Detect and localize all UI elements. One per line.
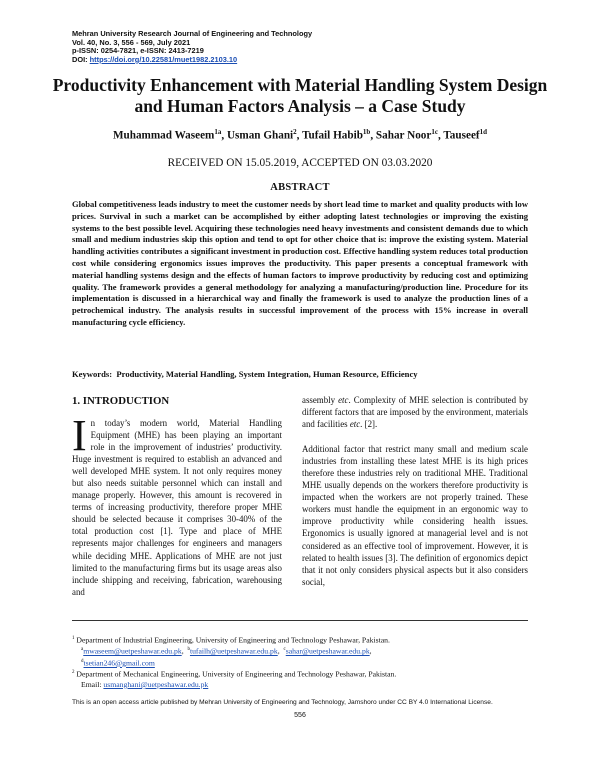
author: Sahar Noor <box>375 129 432 142</box>
author: Tufail Habib <box>302 129 363 142</box>
left-column <box>72 411 282 598</box>
email-marker: c <box>283 647 286 653</box>
text-run: etc <box>338 395 349 405</box>
footnote-text: Department of Mechanical Engineering, University of Engineering and Technology Peshawar, Pakistan. <box>74 669 397 679</box>
paper-title: Productivity Enhancement with Material Handling System Design and Human Factors Analysis – a Case Study <box>52 75 548 116</box>
text-run: etc <box>349 419 361 430</box>
author: Tauseef <box>443 129 480 142</box>
footnote-2 <box>72 668 532 679</box>
footnote-divider <box>72 620 528 621</box>
author: Usman Ghani <box>226 129 294 142</box>
received-date: RECEIVED ON 15.05.2019, ACCEPTED ON 03.03.2020 <box>167 157 433 169</box>
abstract-heading: ABSTRACT <box>270 182 330 193</box>
body-paragraph <box>302 394 528 430</box>
text-run: . Complexity of MHE selection is contributed by different factors that are imposed by the environment, materials and facilities <box>302 395 529 430</box>
abstract-text: Global competitiveness leads industry to meet the customer needs by short lead time to market and quality products with low prices. Survival in such a market can be accomplished by either adopting latest technologies or improving the existing systems to the best possible level. Acquiring these technologies need heavy investments and consistent demands due to which small and medium industries skip this option and tend to opt for other choice that is: improve the existing system. Material handling activities contributes a significant investment in production cost. Effective handling system reduces total production cost while considering ergonomics issues improves the productivity. This paper presents a conceptual framework with material handling systems design and the effects of human factors to improve productivity by reducing cost and optimizing quality. The framework provides a general methodology for analyzing a manufacturing/production line. Procedure for its implementation is discussed in a hierarchical way and finally the framework is used to analyze the production lines of a petrochemical industry. The analysis results in successful improvement of the process with 15% increase in overall manufacturing cycle efficiency. <box>72 199 528 327</box>
intro-paragraph <box>72 411 282 598</box>
email-marker: b <box>187 647 190 653</box>
author-affiliation: 1b <box>362 128 371 136</box>
footnote-marker: 1 <box>72 636 75 641</box>
email-link[interactable]: sahar@uetpeshawar.edu.pk <box>285 647 370 657</box>
journal-doi <box>72 56 312 65</box>
email-label: Email: <box>81 679 104 689</box>
email-link[interactable]: usmanghani@uetpeshawar.edu.pk <box>103 679 209 689</box>
email-link[interactable]: tsetian246@gmail.com <box>83 658 155 668</box>
footnote-text: Department of Industrial Engineering, University of Engineering and Technology Peshawar, Pakistan. <box>74 635 390 645</box>
footnote-emails <box>72 657 532 668</box>
journal-name: Mehran University Research Journal of Engineering and Technology <box>72 29 313 38</box>
footnote-1 <box>72 634 532 645</box>
doi-label: DOI: <box>72 54 90 64</box>
author: Muhammad Waseem <box>112 129 215 142</box>
intro-text: n today’s modern world, Material Handling Equipment (MHE) has been playing an important role in the improvement of industries’ productivity. Huge investment is required to establish an advanced and well developed MHE system. It not only requires money but also needs suitable personnel which can install and manage properly. However, this amount is recovered in terms of increasing productivity, therefore proper MHE should be selected because it comprises 30-40% of the total production cost [1]. Type and place of MHE represents major challenges for engineers and managers while deciding MHE. Applications of MHE are not just limited to the manufacturing firms but its usage areas also include shipping and receiving, fabrication, warehousing and <box>72 418 282 597</box>
keywords-label: Keywords: <box>72 369 113 379</box>
footnote-marker: 2 <box>72 670 75 676</box>
footnote-emails: $^a$mwaseem@uetpeshawar.edu.pk, $^b$tufailh@uetpeshawar.edu.pk, $^c$sahar@uetpeshawar.edu.pk, <box>81 647 372 657</box>
journal-volume: Vol. 40, No. 3, 556 - 569, July 2021 <box>72 37 191 47</box>
drop-cap: I <box>72 411 87 460</box>
text-run: . [2]. <box>360 419 378 430</box>
right-column <box>302 394 528 588</box>
journal-issn: p-ISSN: 0254-7821, e-ISSN: 2413-7219 <box>72 46 204 56</box>
keywords <box>72 369 532 379</box>
text-run: assembly <box>302 395 339 405</box>
footnote-emails <box>72 680 532 690</box>
author-affiliation: 1a <box>214 128 222 136</box>
keywords-list: Productivity, Material Handling, System Integration, Human Resource, Efficiency <box>116 369 418 379</box>
author-affiliation: 1d <box>479 128 488 136</box>
body-paragraph: Additional factor that restrict many small and medium scale industries from installing these latest MHE is its high prices therefore these industries rely on traditional MHE. Traditional MHE usually depends on the workers therefore productivity is impacted when the workers are not properly trained. These workers must handle the equipment in an ergonomic way to improve productivity while considering health issues. Ergonomics is usually ignored at managerial level and is not considered as an effective tool of improvement. However, it is related to health issues [3]. The definition of ergonomics depict that it not only considers physical aspects but it also considers social, <box>302 444 528 587</box>
license-notice: This is an open access article published by Mehran University of Engineering and Technology, Jamshoro under CC BY 4.0 International License. <box>72 699 493 706</box>
journal-header <box>72 30 312 64</box>
author-list: Muhammad Waseem$^{1a}$, Usman Ghani$^2$, Tufail Habib$^{1b}$, Sahar Noor$^{1c}$, Tauseef$^{1d}$ <box>112 128 488 142</box>
email-link[interactable]: mwaseem@uetpeshawar.edu.pk <box>83 647 182 657</box>
footnotes <box>72 634 532 690</box>
section-heading: 1. INTRODUCTION <box>72 395 170 407</box>
email-marker: d <box>81 658 84 664</box>
author-affiliation: 2 <box>293 128 297 136</box>
email-link[interactable]: tufailh@uetpeshawar.edu.pk <box>189 647 278 657</box>
doi-link[interactable]: https://doi.org/10.22581/muet1982.2103.10 <box>89 54 238 64</box>
page-number: 556 <box>294 712 306 719</box>
email-marker: a <box>81 647 84 653</box>
author-affiliation: 1c <box>431 128 438 136</box>
